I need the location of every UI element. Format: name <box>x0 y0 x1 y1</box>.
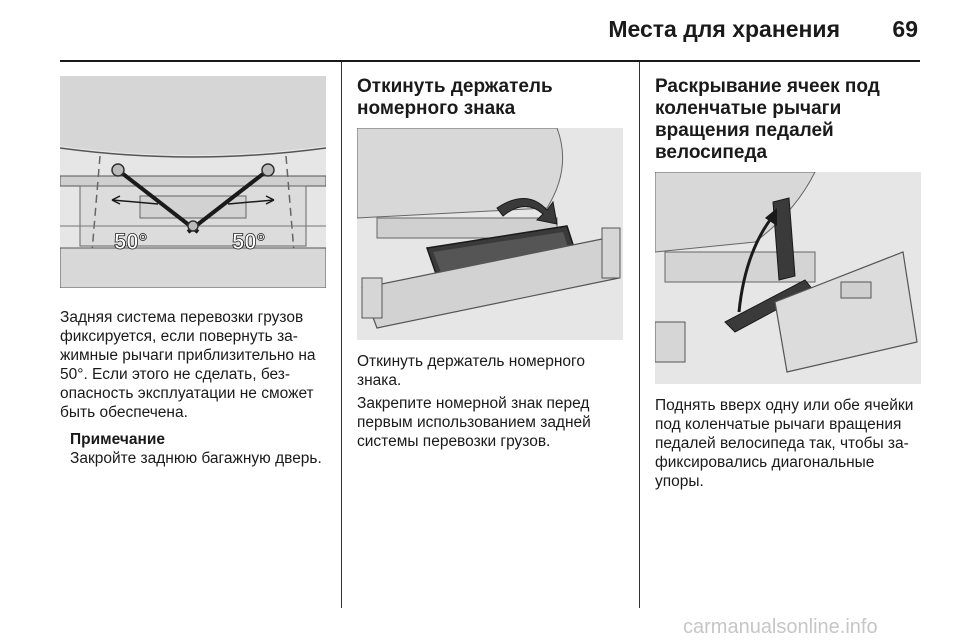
note-text: Закройте заднюю багажную дверь. <box>70 450 322 467</box>
site-watermark: carmanualsonline.info <box>683 616 878 638</box>
column-2 <box>357 76 623 451</box>
page-title: Места для хранения <box>608 16 840 42</box>
column-1 <box>60 76 326 468</box>
license-plate-holder-illustration <box>357 128 623 340</box>
section-heading: Раскрывание ячеек под коленчатые рычаги вращения педалей велосипеда <box>655 76 880 163</box>
column-3 <box>655 76 921 491</box>
page-header <box>0 0 960 62</box>
body-text-2: Закрепите номерной знак перед первым использованием задней системы перевозки грузов. <box>357 395 591 450</box>
clamp-levers-illustration <box>60 76 326 288</box>
body-text-1: Откинуть держатель номерного знака. <box>357 353 585 389</box>
section-heading: Откинуть держатель номерного знака <box>357 76 553 119</box>
page-number: 69 <box>892 16 918 42</box>
pedal-crank-slots-illustration <box>655 172 921 384</box>
body-text: Задняя система перевозки грузов фиксируется, если повернуть за-жимные рычаги приблизительно на 50°. Если этого не сделать, без-опасность эксплуатации не сможет быть обеспечена. <box>60 309 316 421</box>
right-angle-label: 50° <box>232 229 266 254</box>
column-divider <box>639 62 640 608</box>
note-title: Примечание <box>70 431 165 448</box>
note-box <box>60 430 326 468</box>
column-divider <box>341 62 342 608</box>
body-text: Поднять вверх одну или обе ячейки под коленчатые рычаги вращения педалей велосипеда так, чтобы за-фиксировались диагональные упоры. <box>655 397 914 490</box>
header-rule <box>60 60 920 62</box>
left-angle-label: 50° <box>114 229 148 254</box>
